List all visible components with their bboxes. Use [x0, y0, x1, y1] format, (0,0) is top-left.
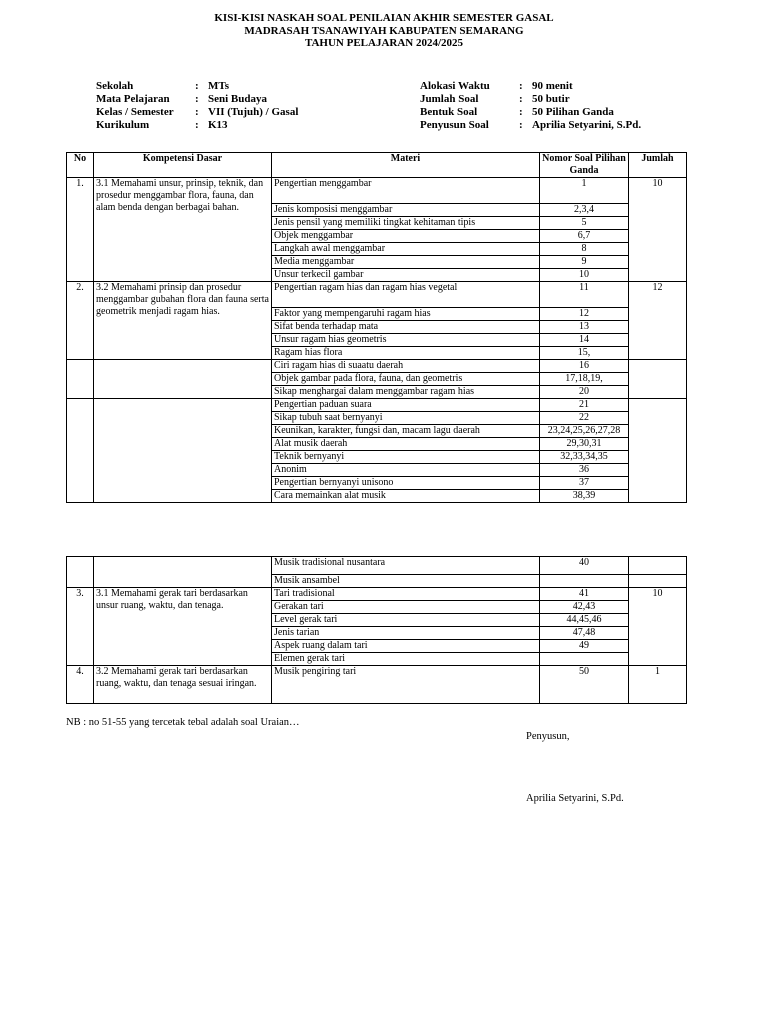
- table-row: [67, 588, 687, 601]
- meta-row-alokasi: [420, 80, 641, 93]
- materi-cell: Unsur ragam hias geometris: [272, 334, 540, 347]
- kisi-kisi-table-page-2: [66, 556, 687, 704]
- meta-colon: :: [195, 93, 199, 105]
- materi-cell: Pengertian menggambar: [272, 178, 540, 204]
- nomor-soal-cell: 2,3,4: [540, 204, 629, 217]
- meta-label: Bentuk Soal: [420, 106, 478, 118]
- nomor-soal-cell: 22: [540, 412, 629, 425]
- row-number-empty: [67, 557, 94, 588]
- materi-cell: Pengertian ragam hias dan ragam hias vegetal: [272, 282, 540, 308]
- materi-cell: Level gerak tari: [272, 614, 540, 627]
- nomor-soal-cell: 44,45,46: [540, 614, 629, 627]
- nomor-soal-cell: 1: [540, 178, 629, 204]
- meta-right: [420, 80, 641, 132]
- materi-cell: Aspek ruang dalam tari: [272, 640, 540, 653]
- document-title: [0, 12, 768, 50]
- row-number: 3.: [67, 588, 94, 666]
- meta-row-bentuk: [420, 106, 641, 119]
- header-kd: Kompetensi Dasar: [94, 153, 272, 178]
- meta-value: K13: [208, 119, 228, 131]
- materi-cell: Pengertian bernyanyi unisono: [272, 477, 540, 490]
- meta-label: Sekolah: [96, 80, 134, 92]
- materi-cell: Gerakan tari: [272, 601, 540, 614]
- materi-cell: Media menggambar: [272, 256, 540, 269]
- title-line-1: KISI-KISI NASKAH SOAL PENILAIAN AKHIR SEMESTER GASAL: [214, 12, 554, 24]
- meta-colon: :: [195, 80, 199, 92]
- materi-cell: Ragam hias flora: [272, 347, 540, 360]
- materi-cell: Elemen gerak tari: [272, 653, 540, 666]
- signer-name: Aprilia Setyarini, S.Pd.: [526, 793, 624, 804]
- row-number-empty: [67, 360, 94, 399]
- nomor-soal-cell: 10: [540, 269, 629, 282]
- meta-row-mapel: [96, 93, 298, 106]
- kompetensi-dasar: 3.1 Memahami unsur, prinsip, teknik, dan prosedur menggambar flora, fauna, dan alam benda dengan berbagai bahan.: [94, 178, 272, 282]
- meta-value: Seni Budaya: [208, 93, 267, 105]
- nomor-soal-cell: 8: [540, 243, 629, 256]
- kompetensi-dasar: 3.2 Memahami gerak tari berdasarkan ruang, waktu, dan tenaga sesuai iringan.: [94, 666, 272, 704]
- materi-cell: Sikap tubuh saat bernyanyi: [272, 412, 540, 425]
- meta-label: Jumlah Soal: [420, 93, 479, 105]
- table-row: [67, 557, 687, 575]
- meta-colon: :: [519, 119, 523, 131]
- meta-colon: :: [195, 119, 199, 131]
- materi-cell: Jenis pensil yang memiliki tingkat kehitaman tipis: [272, 217, 540, 230]
- nomor-soal-cell: 11: [540, 282, 629, 308]
- meta-row-jumlah-soal: [420, 93, 641, 106]
- nomor-soal-cell: 23,24,25,26,27,28: [540, 425, 629, 438]
- materi-cell: Musik ansambel: [272, 575, 540, 588]
- materi-cell: Unsur terkecil gambar: [272, 269, 540, 282]
- nomor-soal-cell: 13: [540, 321, 629, 334]
- nomor-soal-cell: 32,33,34,35: [540, 451, 629, 464]
- nomor-soal-cell: 17,18,19,: [540, 373, 629, 386]
- row-number-empty: [67, 399, 94, 503]
- nomor-soal-cell: 38,39: [540, 490, 629, 503]
- kompetensi-dasar: 3.2 Memahami prinsip dan prosedur menggambar gubahan flora dan fauna serta geometrik menjadi ragam hias.: [94, 282, 272, 360]
- header-jumlah: Jumlah: [629, 153, 687, 178]
- meta-colon: :: [519, 80, 523, 92]
- materi-cell: Musik tradisional nusantara: [272, 557, 540, 575]
- header-nomor-soal: Nomor Soal Pilihan Ganda: [540, 153, 629, 178]
- nomor-soal-cell: 47,48: [540, 627, 629, 640]
- nomor-soal-cell: 21: [540, 399, 629, 412]
- meta-row-penyusun: [420, 119, 641, 132]
- note-text: NB : no 51-55 yang tercetak tebal adalah soal Uraian…: [66, 717, 300, 728]
- meta-left: [96, 80, 298, 132]
- materi-cell: Objek menggambar: [272, 230, 540, 243]
- table-row: [67, 666, 687, 704]
- materi-cell: Objek gambar pada flora, fauna, dan geometris: [272, 373, 540, 386]
- materi-cell: Alat musik daerah: [272, 438, 540, 451]
- nomor-soal-cell: 12: [540, 308, 629, 321]
- table-row: [67, 399, 687, 412]
- materi-cell: Ciri ragam hias di suaatu daerah: [272, 360, 540, 373]
- materi-cell: Keunikan, karakter, fungsi dan, macam lagu daerah: [272, 425, 540, 438]
- meta-label: Kelas / Semester: [96, 106, 174, 118]
- meta-value: Aprilia Setyarini, S.Pd.: [532, 119, 642, 131]
- nomor-soal-cell: 40: [540, 557, 629, 575]
- nomor-soal-cell: 16: [540, 360, 629, 373]
- nomor-soal-cell: 15,: [540, 347, 629, 360]
- nomor-soal-cell: [540, 575, 629, 588]
- jumlah-cell-empty: [629, 557, 687, 575]
- meta-value: VII (Tujuh) / Gasal: [208, 106, 299, 118]
- materi-cell: Musik pengiring tari: [272, 666, 540, 704]
- materi-cell: Faktor yang mempengaruhi ragam hias: [272, 308, 540, 321]
- materi-cell: Pengertian paduan suara: [272, 399, 540, 412]
- meta-value: 50 Pilihan Ganda: [532, 106, 614, 118]
- nomor-soal-cell: 14: [540, 334, 629, 347]
- meta-colon: :: [519, 93, 523, 105]
- kompetensi-dasar-empty: [94, 399, 272, 503]
- kompetensi-dasar: 3.1 Memahami gerak tari berdasarkan unsur ruang, waktu, dan tenaga.: [94, 588, 272, 666]
- meta-label: Alokasi Waktu: [420, 80, 490, 92]
- jumlah-cell: 12: [629, 282, 687, 360]
- nomor-soal-cell: 20: [540, 386, 629, 399]
- table-row: [67, 178, 687, 204]
- materi-cell: Anonim: [272, 464, 540, 477]
- meta-row-kurikulum: [96, 119, 298, 132]
- row-number: 4.: [67, 666, 94, 704]
- meta-value: 50 butir: [532, 93, 570, 105]
- nomor-soal-cell: 49: [540, 640, 629, 653]
- materi-cell: Sikap menghargai dalam menggambar ragam hias: [272, 386, 540, 399]
- jumlah-cell: 10: [629, 178, 687, 282]
- meta-row-kelas: [96, 106, 298, 119]
- nomor-soal-cell: 6,7: [540, 230, 629, 243]
- table-row: [67, 282, 687, 308]
- meta-colon: :: [519, 106, 523, 118]
- meta-value: 90 menit: [532, 80, 573, 92]
- header-no: No: [67, 153, 94, 178]
- jumlah-cell-empty: [629, 575, 687, 588]
- nomor-soal-cell: 5: [540, 217, 629, 230]
- materi-cell: Cara memainkan alat musik: [272, 490, 540, 503]
- row-number: 1.: [67, 178, 94, 282]
- kisi-kisi-table-page-1: [66, 152, 687, 503]
- title-line-3: TAHUN PELAJARAN 2024/2025: [304, 37, 464, 49]
- materi-cell: Tari tradisional: [272, 588, 540, 601]
- meta-label: Penyusun Soal: [420, 119, 489, 131]
- jumlah-cell-empty: [629, 399, 687, 503]
- meta-label: Mata Pelajaran: [96, 93, 170, 105]
- nomor-soal-cell: 42,43: [540, 601, 629, 614]
- penyusun-label: Penyusun,: [526, 731, 570, 742]
- nomor-soal-cell: 50: [540, 666, 629, 704]
- materi-cell: Teknik bernyanyi: [272, 451, 540, 464]
- materi-cell: Jenis komposisi menggambar: [272, 204, 540, 217]
- title-line-2: MADRASAH TSANAWIYAH KABUPATEN SEMARANG: [244, 24, 524, 37]
- meta-value: MTs: [208, 80, 229, 92]
- nomor-soal-cell: 9: [540, 256, 629, 269]
- materi-cell: Jenis tarian: [272, 627, 540, 640]
- header-materi: Materi: [272, 153, 540, 178]
- table-row: [67, 360, 687, 373]
- kompetensi-dasar-empty: [94, 360, 272, 399]
- nomor-soal-cell: 36: [540, 464, 629, 477]
- materi-cell: Sifat benda terhadap mata: [272, 321, 540, 334]
- nomor-soal-cell: 41: [540, 588, 629, 601]
- meta-label: Kurikulum: [96, 119, 150, 131]
- table-header-row: [67, 153, 687, 178]
- meta-row-sekolah: [96, 80, 298, 93]
- row-number: 2.: [67, 282, 94, 360]
- materi-cell: Langkah awal menggambar: [272, 243, 540, 256]
- meta-colon: :: [195, 106, 199, 118]
- nomor-soal-cell: 29,30,31: [540, 438, 629, 451]
- kompetensi-dasar-empty: [94, 557, 272, 588]
- nomor-soal-cell: 37: [540, 477, 629, 490]
- jumlah-cell: 1: [629, 666, 687, 704]
- jumlah-cell: 10: [629, 588, 687, 666]
- jumlah-cell-empty: [629, 360, 687, 399]
- nomor-soal-cell: [540, 653, 629, 666]
